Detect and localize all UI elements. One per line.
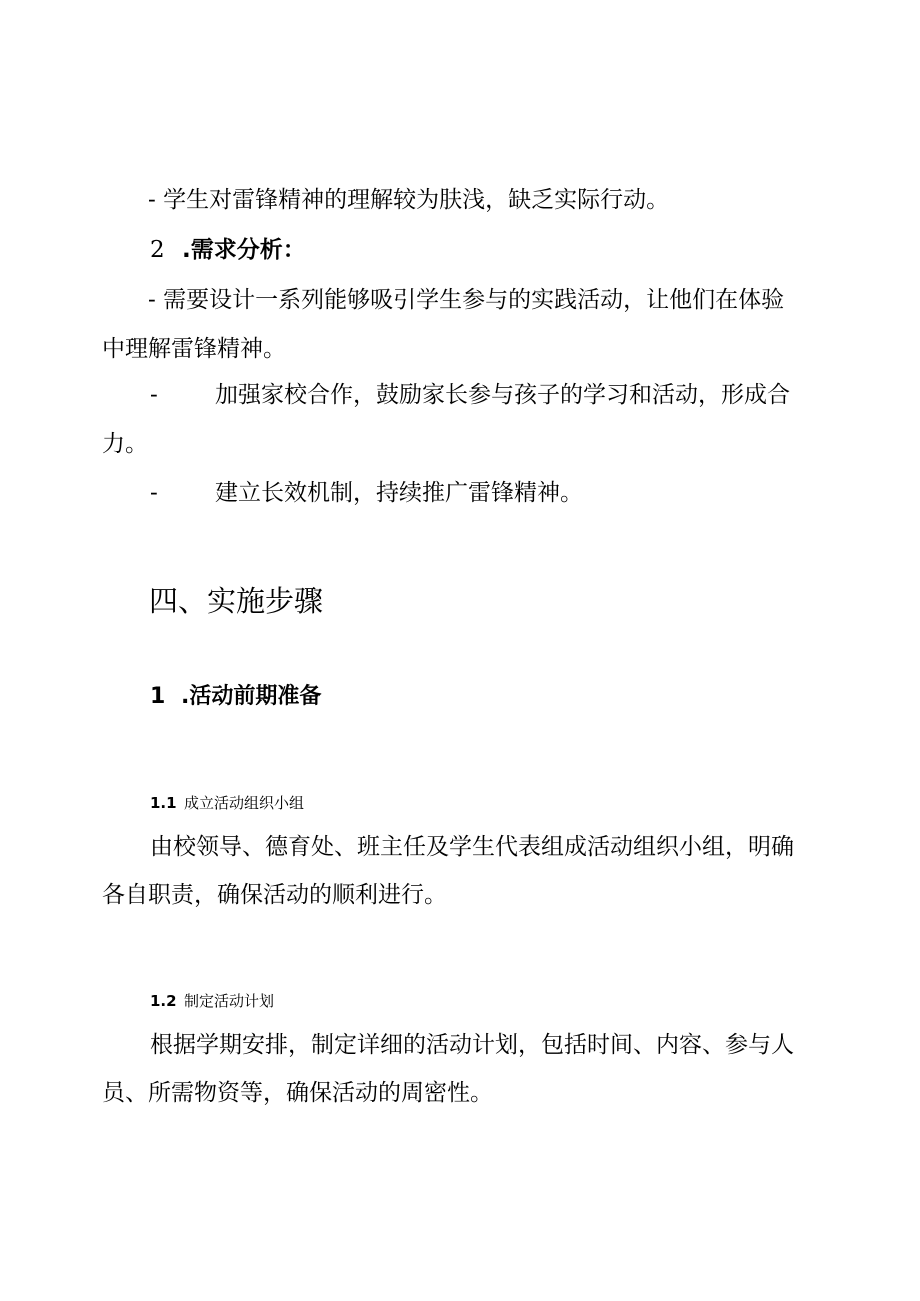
item-paragraph-1-1-l1: 由校领导、德育处、班主任及学生代表组成活动组织小组，明确	[150, 834, 794, 860]
bullet-line-practice-l2: 中理解雷锋精神。	[102, 336, 286, 362]
needs-analysis-title: .需求分析：	[181, 237, 306, 263]
subsection-heading	[150, 682, 321, 712]
item-title: 成立活动组织小组	[184, 794, 305, 812]
item-paragraph-1-2-l1: 根据学期安排，制定详细的活动计划，包括时间、内容、参与人	[150, 1032, 794, 1058]
bullet-line-understanding: - 学生对雷锋精神的理解较为肤浅，缺乏实际行动。	[148, 187, 670, 213]
bullet-dash: -	[150, 480, 158, 506]
bullet-line-practice-l1: - 需要设计一系列能够吸引学生参与的实践活动，让他们在体验	[148, 287, 785, 313]
item-number: 1.2	[150, 992, 177, 1010]
section-heading: 四、实施步骤	[149, 584, 324, 618]
bullet-dash: -	[150, 382, 158, 408]
item-heading-1-2	[150, 991, 274, 1011]
bullet-line-home-school-l2: 力。	[102, 431, 148, 457]
item-heading-1-1	[150, 793, 304, 813]
subsection-number: 1	[150, 684, 166, 709]
item-paragraph-1-2-l2: 员、所需物资等，确保活动的周密性。	[102, 1080, 493, 1106]
bullet-line-home-school-l1	[150, 380, 790, 410]
needs-analysis-heading	[150, 235, 306, 265]
needs-analysis-number: 2	[150, 237, 165, 263]
bullet-line-mechanism	[150, 478, 583, 508]
item-paragraph-1-1-l2: 各自职责，确保活动的顺利进行。	[102, 882, 447, 908]
bullet-text: 加强家校合作，鼓励家长参与孩子的学习和活动，形成合	[215, 382, 790, 408]
bullet-text: 建立长效机制，持续推广雷锋精神。	[215, 480, 583, 506]
item-number: 1.1	[150, 794, 177, 812]
subsection-title: .活动前期准备	[180, 684, 322, 709]
item-title: 制定活动计划	[184, 992, 275, 1010]
